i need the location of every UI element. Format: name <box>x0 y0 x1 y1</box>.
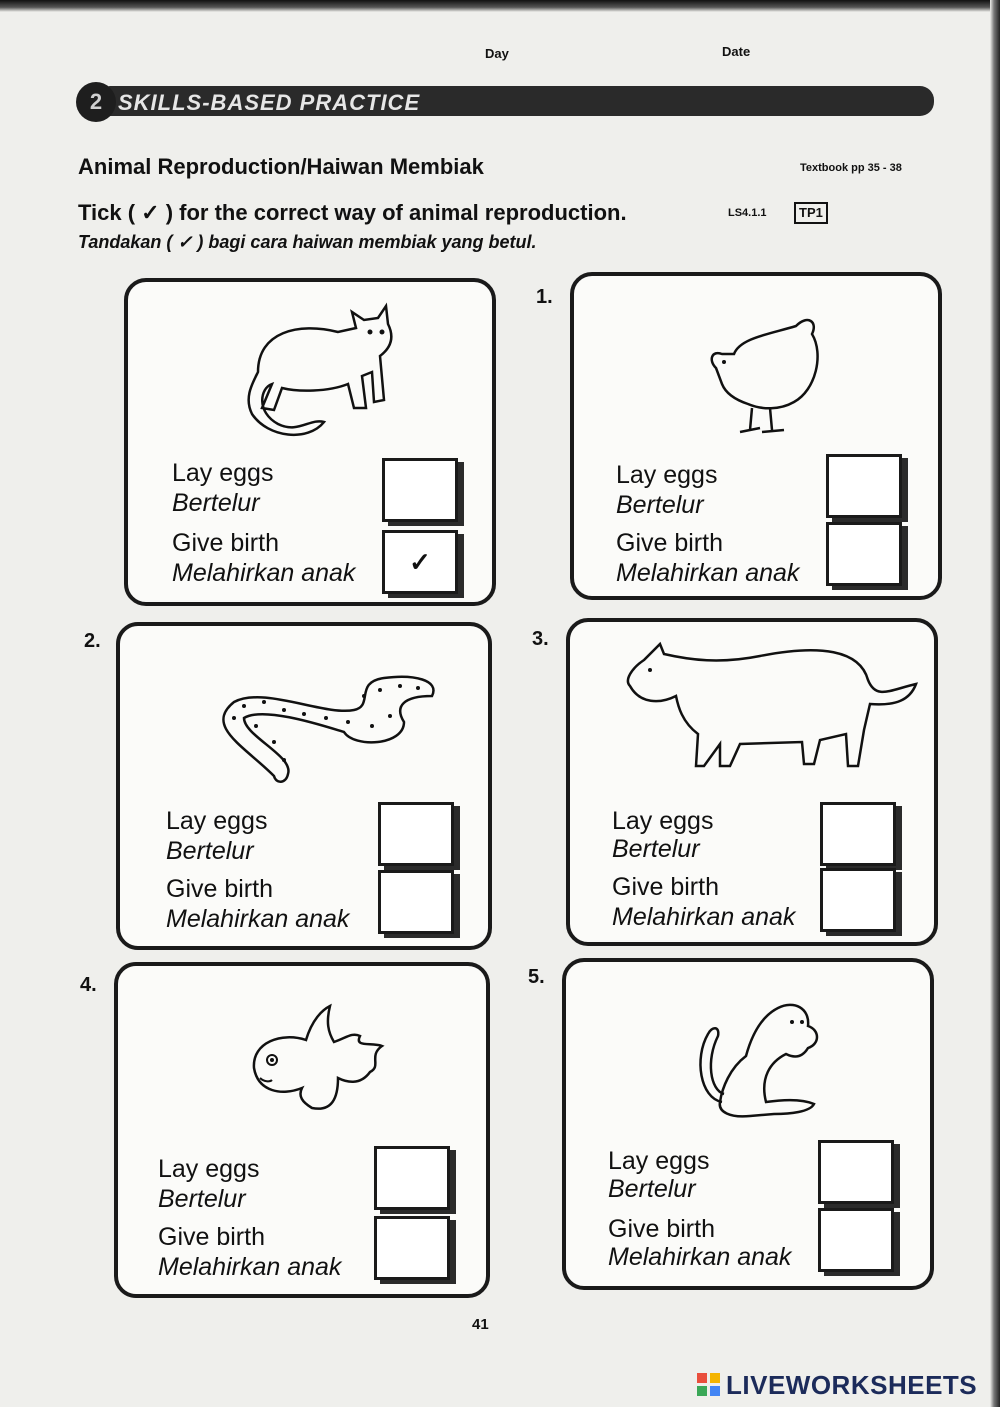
question-card-4 <box>114 962 490 1298</box>
lay-eggs-checkbox[interactable] <box>820 802 896 866</box>
give-birth-checkbox[interactable] <box>378 870 454 934</box>
give-birth-checkbox[interactable] <box>820 868 896 932</box>
give-birth-label: Give birth <box>158 1223 265 1251</box>
banner-title: SKILLS-BASED PRACTICE <box>118 90 421 115</box>
give-birth-checkbox[interactable]: ✓ <box>382 530 458 594</box>
question-card-example <box>124 278 496 606</box>
section-banner <box>76 80 934 124</box>
day-label: Day <box>485 46 509 61</box>
give-birth-label-malay: Melahirkan anak <box>612 903 796 931</box>
fish-illustration <box>242 1002 392 1122</box>
lay-eggs-label-malay: Bertelur <box>616 491 704 519</box>
question-number: 1. <box>536 286 553 308</box>
lay-eggs-label: Lay eggs <box>158 1155 260 1183</box>
give-birth-label: Give birth <box>616 529 723 557</box>
date-label: Date <box>722 44 751 59</box>
give-birth-label-malay: Melahirkan anak <box>616 559 800 587</box>
lay-eggs-label-malay: Bertelur <box>612 835 700 863</box>
learning-standard-code: LS4.1.1 <box>728 207 767 219</box>
question-number: 3. <box>532 628 549 650</box>
give-birth-label: Give birth <box>608 1215 715 1243</box>
give-birth-label: Give birth <box>172 529 279 557</box>
question-number: 4. <box>80 974 97 996</box>
liveworksheets-logo-icon <box>696 1372 722 1398</box>
give-birth-label-malay: Melahirkan anak <box>166 905 350 933</box>
question-card-1 <box>570 272 942 600</box>
question-card-3 <box>566 618 938 946</box>
lay-eggs-label: Lay eggs <box>612 807 714 835</box>
lay-eggs-label: Lay eggs <box>616 461 718 489</box>
lay-eggs-label-malay: Bertelur <box>172 489 260 517</box>
lay-eggs-checkbox[interactable] <box>374 1146 450 1210</box>
lay-eggs-label: Lay eggs <box>608 1147 710 1175</box>
question-number: 5. <box>528 966 545 988</box>
give-birth-label-malay: Melahirkan anak <box>608 1243 792 1271</box>
lay-eggs-label-malay: Bertelur <box>158 1185 246 1213</box>
lay-eggs-label-malay: Bertelur <box>166 837 254 865</box>
lay-eggs-checkbox[interactable] <box>378 802 454 866</box>
give-birth-label: Give birth <box>612 873 719 901</box>
lay-eggs-label: Lay eggs <box>172 459 274 487</box>
question-card-2 <box>116 622 492 950</box>
topic-title: Animal Reproduction/Haiwan Membiak <box>78 154 484 179</box>
page-right-edge <box>990 0 1000 1407</box>
page-top-edge <box>0 0 1000 12</box>
liveworksheets-brand: LIVEWORKSHEETS <box>726 1370 978 1400</box>
question-number: 2. <box>84 630 101 652</box>
snake-illustration <box>204 666 444 786</box>
lay-eggs-checkbox[interactable] <box>382 458 458 522</box>
question-card-5 <box>562 958 934 1290</box>
give-birth-label-malay: Melahirkan anak <box>158 1253 342 1281</box>
cat-illustration <box>238 292 408 442</box>
instruction-malay: Tandakan ( ✓ ) bagi cara haiwan membiak yang betul. <box>78 232 537 252</box>
lay-eggs-label: Lay eggs <box>166 807 268 835</box>
instruction-english: Tick ( ✓ ) for the correct way of animal reproduction. <box>78 200 627 225</box>
monkey-illustration <box>690 998 840 1128</box>
hen-illustration <box>700 304 830 444</box>
mastery-level-badge: TP1 <box>794 202 828 224</box>
lay-eggs-label-malay: Bertelur <box>608 1175 696 1203</box>
lay-eggs-checkbox[interactable] <box>826 454 902 518</box>
give-birth-checkbox[interactable] <box>818 1208 894 1272</box>
textbook-reference: Textbook pp 35 - 38 <box>800 162 902 174</box>
give-birth-checkbox[interactable] <box>826 522 902 586</box>
banner-number: 2 <box>76 82 116 122</box>
give-birth-label-malay: Melahirkan anak <box>172 559 356 587</box>
lay-eggs-checkbox[interactable] <box>818 1140 894 1204</box>
give-birth-label: Give birth <box>166 875 273 903</box>
give-birth-checkbox[interactable] <box>374 1216 450 1280</box>
cow-illustration <box>620 630 920 770</box>
page-number: 41 <box>472 1316 489 1333</box>
